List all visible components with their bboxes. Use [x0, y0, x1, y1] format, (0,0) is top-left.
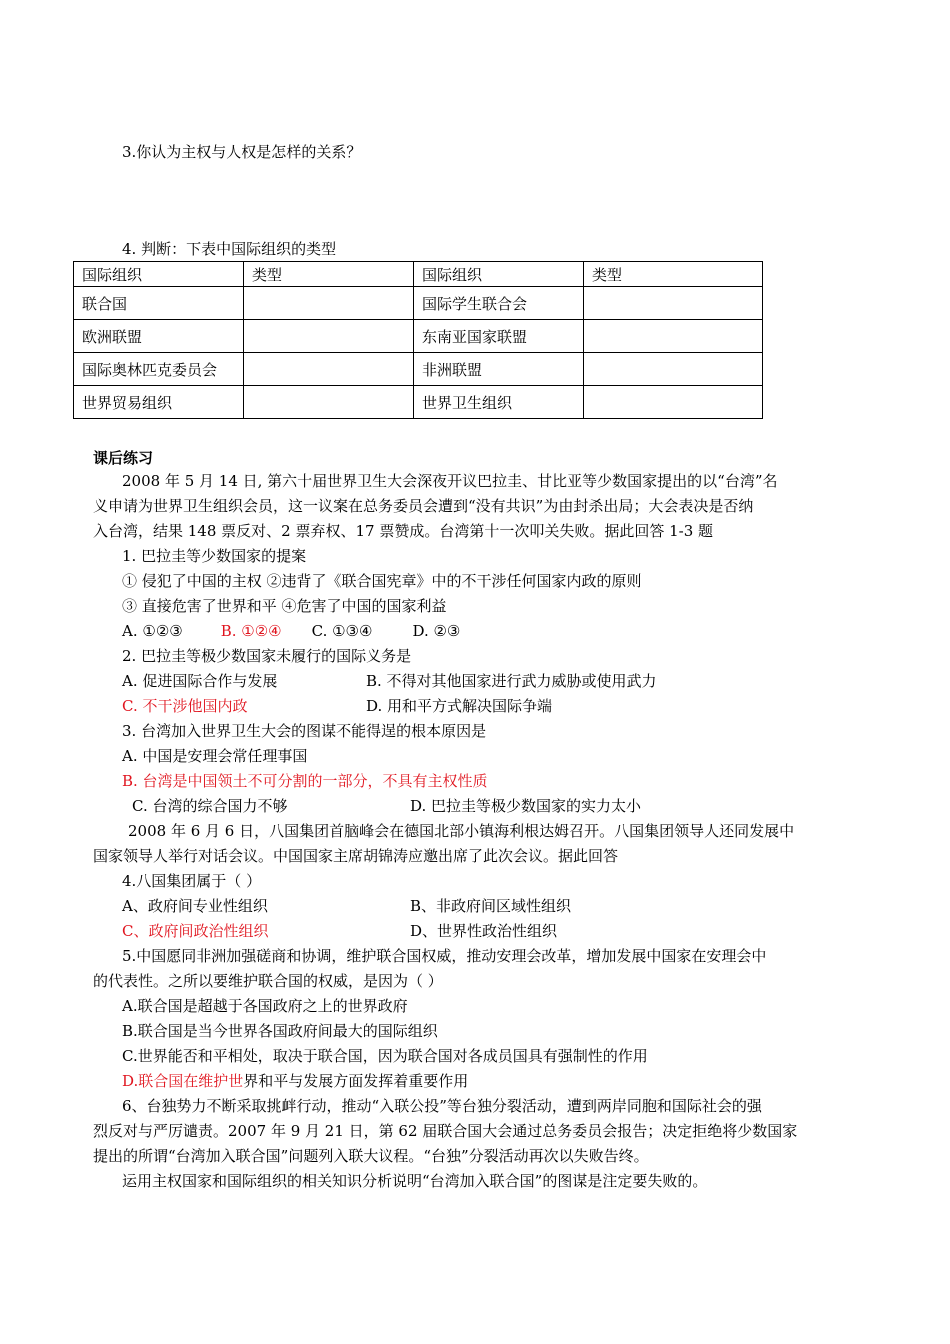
question-4: 4. 判断：下表中国际组织的类型	[122, 240, 337, 258]
q5-option-d-highlight: D.联合国在维护世	[122, 1072, 244, 1090]
table-cell-blank[interactable]	[244, 353, 414, 386]
table-cell: 国际学生联合会	[414, 287, 584, 320]
table-cell: 东南亚国家联盟	[414, 320, 584, 353]
q1-options	[122, 621, 460, 641]
q4b-stem: 4.八国集团属于（ ）	[122, 872, 262, 890]
table-cell-blank[interactable]	[584, 287, 763, 320]
q1-stem: 1. 巴拉圭等少数国家的提案	[122, 547, 307, 565]
table-header-cell: 类型	[244, 262, 414, 287]
q4b-option-d[interactable]: D、世界性政治性组织	[410, 922, 558, 940]
q4b-option-c[interactable]: C、政府间政治性组织	[122, 922, 269, 940]
q6-line: 6、台独势力不断采取挑衅行动，推动“入联公投”等台独分裂活动，遭到两岸同胞和国际社会的强	[122, 1097, 762, 1115]
table-cell: 欧洲联盟	[74, 320, 244, 353]
table-cell-blank[interactable]	[244, 287, 414, 320]
table-cell-blank[interactable]	[584, 353, 763, 386]
table-row	[74, 287, 763, 320]
passage2-line: 2008 年 6 月 6 日，八国集团首脑峰会在德国北部小镇海利根达姆召开。八国集团领导人还同发展中	[128, 822, 795, 840]
question-3: 3.你认为主权与人权是怎样的关系？	[122, 143, 362, 161]
q5-option-d-rest: 界和平与发展方面发挥着重要作用	[243, 1072, 469, 1090]
section-title: 课后练习	[93, 449, 154, 467]
q3b-option-d[interactable]: D. 巴拉圭等极少数国家的实力太小	[410, 797, 642, 815]
q6-line: 烈反对与严厉谴责。2007 年 9 月 21 日，第 62 届联合国大会通过总务委员会报告；决定拒绝将少数国家	[93, 1122, 798, 1140]
q3b-option-c[interactable]: C. 台湾的综合国力不够	[132, 797, 288, 815]
table-cell-blank[interactable]	[244, 320, 414, 353]
q5-stem: 的代表性。之所以要维护联合国的权威，是因为（ ）	[93, 972, 443, 990]
table-header-cell: 国际组织	[414, 262, 584, 287]
q2-option-d[interactable]: D. 用和平方式解决国际争端	[366, 697, 553, 715]
table-cell-blank[interactable]	[584, 386, 763, 419]
table-cell-blank[interactable]	[244, 386, 414, 419]
q4b-option-b[interactable]: B、非政府间区域性组织	[410, 897, 572, 915]
q5-option-c[interactable]: C.世界能否和平相处，取决于联合国，因为联合国对各成员国具有强制性的作用	[122, 1047, 648, 1065]
table-cell: 世界贸易组织	[74, 386, 244, 419]
q3b-option-a[interactable]: A. 中国是安理会常任理事国	[122, 747, 308, 765]
q1-option-c[interactable]: C. ①③④	[311, 622, 373, 640]
q6-line: 运用主权国家和国际组织的相关知识分析说明“台湾加入联合国”的图谋是注定要失败的。	[122, 1172, 708, 1190]
table-header-cell: 类型	[584, 262, 763, 287]
q5-option-a[interactable]: A.联合国是超越于各国政府之上的世界政府	[122, 997, 408, 1015]
table-cell-blank[interactable]	[584, 320, 763, 353]
passage1-line: 义申请为世界卫生组织会员，这一议案在总务委员会遭到“没有共识”为由封杀出局；大会表决是否纳	[93, 497, 754, 515]
table-cell: 世界卫生组织	[414, 386, 584, 419]
q6-line: 提出的所谓“台湾加入联合国”问题列入联大议程。“台独”分裂活动再次以失败告终。	[93, 1147, 649, 1165]
passage2-line: 国家领导人举行对话会议。中国国家主席胡锦涛应邀出席了此次会议。据此回答	[93, 847, 619, 865]
q5-option-d[interactable]	[122, 1071, 468, 1091]
passage1-line: 入台湾，结果 148 票反对、2 票弃权、17 票赞成。台湾第十一次叩关失败。据此回答 1-3 题	[93, 522, 714, 540]
q3b-stem: 3. 台湾加入世界卫生大会的图谋不能得逞的根本原因是	[122, 722, 487, 740]
table-cell: 联合国	[74, 287, 244, 320]
q1-option-d[interactable]: D. ②③	[412, 622, 461, 640]
q3b-option-b[interactable]: B. 台湾是中国领土不可分割的一部分，不具有主权性质	[122, 772, 488, 790]
q1-option-a[interactable]: A. ①②③	[122, 622, 183, 640]
q2-option-c[interactable]: C. 不干涉他国内政	[122, 697, 248, 715]
q1-statement: ① 侵犯了中国的主权 ②违背了《联合国宪章》中的不干涉任何国家内政的原则	[122, 572, 642, 590]
q4b-option-a[interactable]: A、政府间专业性组织	[122, 897, 268, 915]
q2-option-b[interactable]: B. 不得对其他国家进行武力威胁或使用武力	[366, 672, 657, 690]
q1-statement: ③ 直接危害了世界和平 ④危害了中国的国家利益	[122, 597, 447, 615]
org-type-table	[73, 261, 763, 419]
table-row	[74, 386, 763, 419]
table-header-row	[74, 262, 763, 287]
q5-stem: 5.中国愿同非洲加强磋商和协调，维护联合国权威，推动安理会改革，增加发展中国家在安理会中	[122, 947, 767, 965]
table-header-cell: 国际组织	[74, 262, 244, 287]
table-cell: 国际奥林匹克委员会	[74, 353, 244, 386]
q2-stem: 2. 巴拉圭等极少数国家未履行的国际义务是	[122, 647, 412, 665]
q5-option-b[interactable]: B.联合国是当今世界各国政府间最大的国际组织	[122, 1022, 438, 1040]
table-row	[74, 320, 763, 353]
q1-option-b[interactable]: B. ①②④	[220, 622, 282, 640]
q2-option-a[interactable]: A. 促进国际合作与发展	[122, 672, 278, 690]
table-row	[74, 353, 763, 386]
table-cell: 非洲联盟	[414, 353, 584, 386]
passage1-line: 2008 年 5 月 14 日, 第六十届世界卫生大会深夜开议巴拉圭、甘比亚等少数国家提出的以“台湾”名	[122, 472, 778, 490]
